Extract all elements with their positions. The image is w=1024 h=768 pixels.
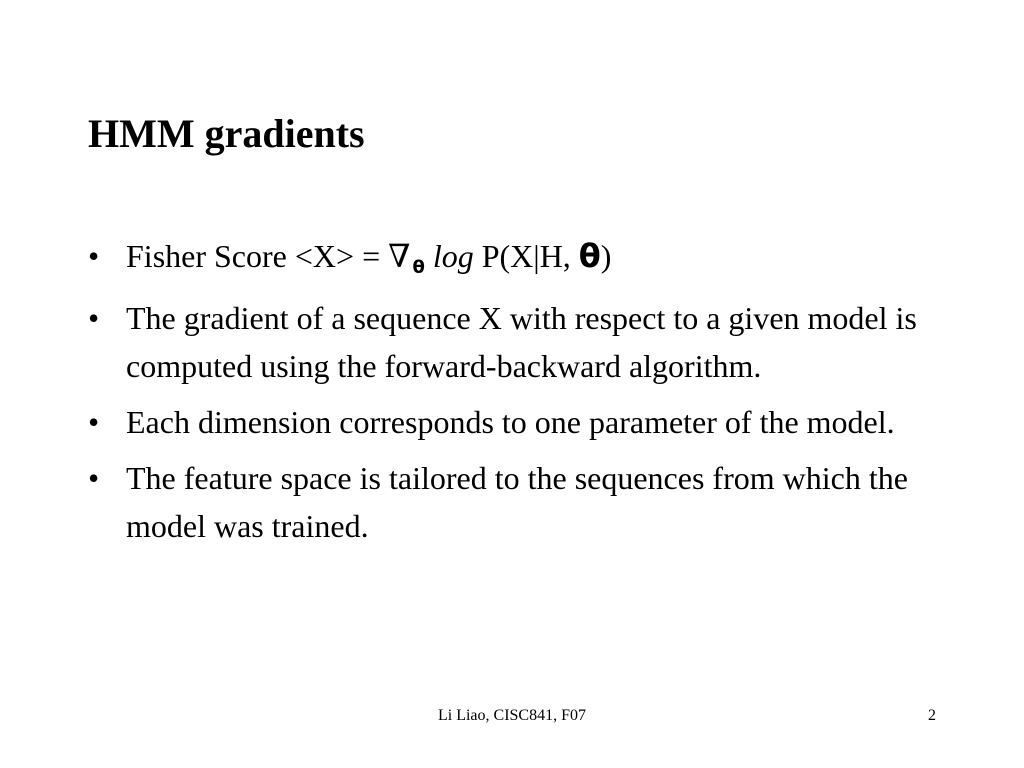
bullet-marker: •: [88, 460, 100, 496]
closing-paren: ): [600, 238, 612, 274]
fisher-score-prefix: Fisher Score <X> =: [126, 238, 389, 274]
bullet-item-dimension: [88, 398, 958, 446]
theta-symbol: θ: [578, 237, 601, 275]
bullet-item-feature-space: [88, 454, 958, 550]
bullet-text: The feature space is tailored to the sequences from which the model was trained.: [126, 460, 908, 544]
probability-expression: P(X|H,: [473, 238, 579, 274]
bullet-marker: •: [88, 300, 100, 336]
footer-author: Li Liao, CISC841, F07: [437, 707, 586, 724]
bullet-marker: •: [88, 238, 100, 274]
slide-title: HMM gradients: [88, 111, 365, 156]
bullet-list: [88, 232, 958, 558]
bullet-text: The gradient of a sequence X with respect to a given model is computed using the forward-backward algorithm.: [126, 300, 917, 384]
bullet-marker: •: [88, 404, 100, 440]
bullet-text: Each dimension corresponds to one parameter of the model.: [126, 404, 895, 440]
log-word: log: [432, 238, 474, 274]
bullet-item-gradient: [88, 294, 958, 390]
bullet-item-fisher-score: [88, 232, 958, 286]
page-number: 2: [928, 707, 936, 724]
space: [425, 238, 433, 274]
nabla-symbol: ∇: [388, 238, 411, 274]
theta-subscript: θ: [412, 257, 425, 278]
